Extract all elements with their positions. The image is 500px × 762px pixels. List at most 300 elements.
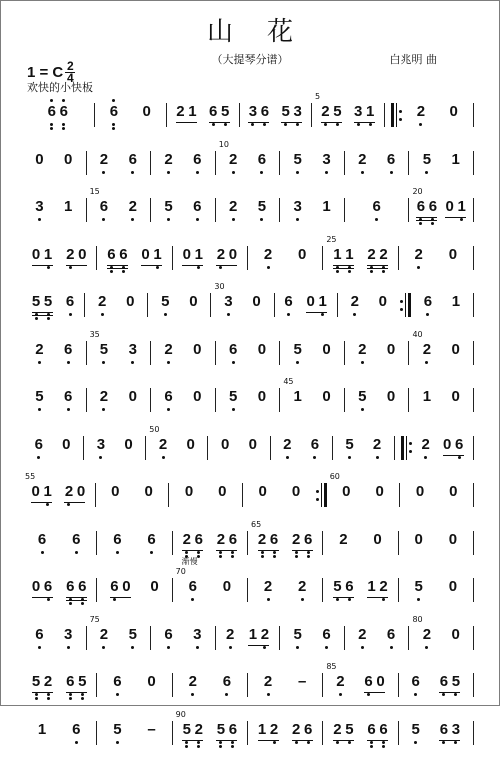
note: 6	[416, 198, 425, 216]
dot-below	[35, 313, 38, 316]
beamed-group	[182, 531, 203, 551]
measure	[176, 246, 244, 274]
measure	[88, 293, 144, 321]
measure	[25, 151, 83, 179]
note: 3	[354, 103, 363, 121]
measure	[90, 341, 148, 369]
note: 6	[147, 531, 156, 549]
note: 0	[378, 293, 387, 311]
note: 6	[411, 673, 420, 691]
note: 5	[182, 721, 191, 739]
note: 1	[457, 198, 466, 216]
barline	[215, 198, 216, 222]
barline	[150, 626, 151, 650]
note: 3	[35, 198, 44, 216]
barline	[96, 578, 97, 602]
note: 0	[186, 436, 195, 454]
dot-below	[150, 551, 153, 554]
note: 0	[147, 673, 156, 691]
dot-above	[112, 99, 115, 102]
dot-below	[131, 171, 134, 174]
dot-below	[102, 361, 105, 364]
dot-below	[419, 222, 422, 225]
dot-below	[47, 317, 50, 320]
measure-number: 45	[283, 377, 293, 386]
dot-below	[219, 745, 222, 748]
barline	[247, 531, 248, 555]
barline	[96, 673, 97, 697]
dot-below	[339, 693, 342, 696]
note: 2	[350, 293, 359, 311]
note: 0	[193, 341, 202, 359]
dot-below	[219, 551, 222, 554]
note: 0	[228, 246, 237, 264]
note: 2	[99, 388, 108, 406]
dot-below	[296, 171, 299, 174]
tempo-marking: 欢快的小快板	[27, 79, 93, 95]
dot-below	[263, 646, 266, 649]
dot-below	[35, 317, 38, 320]
dot-below	[167, 361, 170, 364]
note: 6	[257, 151, 266, 169]
dot-below	[336, 741, 339, 744]
dot-above	[62, 99, 65, 102]
note: 1	[188, 103, 197, 121]
note: 6	[193, 198, 202, 216]
note: 0	[258, 483, 267, 501]
measure	[348, 341, 406, 369]
measure	[405, 103, 471, 131]
note: 2	[421, 436, 430, 454]
barline	[344, 626, 345, 650]
note: 1	[333, 246, 342, 264]
note: 0	[193, 388, 202, 406]
note: 2	[264, 673, 273, 691]
dot-below	[113, 598, 116, 601]
note: 6	[428, 198, 437, 216]
dot-below	[382, 745, 385, 748]
dot-below	[336, 123, 339, 126]
measure	[99, 483, 166, 511]
note: 1	[248, 626, 257, 644]
measure	[348, 198, 406, 226]
barline	[473, 103, 474, 127]
barline	[215, 388, 216, 412]
dot-below	[81, 697, 84, 700]
measure	[348, 388, 406, 416]
dot-below	[295, 551, 298, 554]
barline	[96, 246, 97, 270]
dot-below	[296, 123, 299, 126]
measure	[100, 673, 168, 701]
barline	[95, 483, 96, 507]
beamed-group	[292, 721, 313, 741]
beamed-group	[258, 721, 279, 741]
note: 5	[44, 293, 53, 311]
note: 2	[260, 626, 269, 644]
note: 2	[44, 673, 53, 691]
note: 2	[321, 103, 330, 121]
note: 0	[35, 151, 44, 169]
note: 0	[448, 246, 457, 264]
measure	[326, 246, 394, 274]
note: 0	[64, 151, 73, 169]
note: 0	[449, 103, 458, 121]
note: 3	[96, 436, 105, 454]
note: 2	[182, 531, 191, 549]
note: 0	[32, 246, 41, 264]
dot-below	[313, 456, 316, 459]
beamed-group	[248, 626, 269, 646]
barline	[408, 151, 409, 175]
note: 6	[34, 436, 43, 454]
note: 0	[387, 388, 396, 406]
beamed-group	[216, 721, 237, 741]
dot-below	[102, 218, 105, 221]
measure-number: 15	[90, 187, 100, 196]
dot-below	[414, 693, 417, 696]
dot-below	[196, 171, 199, 174]
measure	[283, 198, 341, 226]
beamed-group	[333, 246, 354, 269]
note: 6	[78, 578, 87, 596]
note: 2	[229, 151, 238, 169]
dot-below	[442, 741, 445, 744]
note: 1	[422, 388, 431, 406]
dot-below	[426, 313, 429, 316]
barline	[86, 151, 87, 175]
note: 0	[257, 388, 266, 406]
measure-number: 10	[219, 140, 229, 149]
note: 1	[258, 721, 267, 739]
dot-below	[370, 745, 373, 748]
note: 6	[455, 436, 464, 454]
note: 6	[128, 151, 137, 169]
note: 1	[293, 388, 302, 406]
staff-row	[25, 145, 477, 193]
measure	[412, 626, 470, 654]
note: 5	[216, 721, 225, 739]
dot-below	[110, 270, 113, 273]
measure	[251, 578, 319, 606]
measure	[246, 483, 313, 511]
beamed-group	[248, 103, 269, 123]
barline	[247, 673, 248, 697]
dot-below	[35, 697, 38, 700]
dot-below	[38, 361, 41, 364]
measure	[176, 673, 244, 701]
dot-below	[219, 555, 222, 558]
measure	[25, 103, 91, 131]
measure	[219, 388, 277, 416]
barline	[398, 246, 399, 270]
note: 0	[451, 626, 460, 644]
barline	[86, 626, 87, 650]
dot-below	[273, 551, 276, 554]
dot-below	[232, 218, 235, 221]
dot-below	[414, 741, 417, 744]
barline	[172, 246, 173, 270]
barline	[473, 721, 474, 745]
dot-below	[390, 171, 393, 174]
measure	[98, 103, 164, 131]
dot-below	[375, 218, 378, 221]
dot-below	[287, 313, 290, 316]
barline	[166, 103, 167, 127]
note: 6	[64, 341, 73, 359]
beamed-group	[32, 246, 53, 266]
note: 6	[59, 103, 68, 121]
note: 2	[367, 246, 376, 264]
measure	[176, 578, 244, 606]
repeat-end-sign	[316, 483, 327, 507]
dot-below	[425, 646, 428, 649]
beamed-group	[209, 103, 230, 123]
barline	[473, 483, 474, 507]
measure	[283, 388, 341, 416]
dot-below	[417, 598, 420, 601]
measure	[176, 721, 244, 749]
measure	[25, 246, 93, 274]
beamed-group	[416, 198, 437, 221]
measure	[278, 293, 334, 321]
dot-below	[67, 361, 70, 364]
dot-below	[425, 171, 428, 174]
dot-below	[263, 123, 266, 126]
measure	[90, 388, 148, 416]
barline	[473, 388, 474, 412]
beamed-group	[109, 103, 118, 121]
dot-above	[50, 99, 53, 102]
barline	[239, 103, 240, 127]
note: 6	[109, 103, 118, 121]
staff-row	[25, 525, 477, 573]
dot-below	[35, 693, 38, 696]
measure	[87, 436, 142, 464]
measure-number: 65	[251, 520, 261, 529]
dot-below	[336, 266, 339, 269]
note: 2	[194, 721, 203, 739]
dot-below	[361, 408, 364, 411]
note: 2	[128, 198, 137, 216]
dot-below	[156, 266, 159, 269]
dot-below	[69, 693, 72, 696]
beamed-group	[354, 103, 375, 123]
measure	[412, 151, 470, 179]
measure-number: 85	[326, 662, 336, 671]
note: 5	[113, 721, 122, 739]
note: 5	[221, 103, 230, 121]
note: 1	[43, 483, 52, 501]
note: 2	[216, 531, 225, 549]
measure	[25, 198, 83, 226]
note: 5	[257, 198, 266, 216]
beamed-group	[32, 578, 53, 598]
barline	[408, 341, 409, 365]
note: 0	[451, 388, 460, 406]
note: 0	[126, 293, 135, 311]
dot-below	[231, 741, 234, 744]
note: 2	[35, 341, 44, 359]
barline	[473, 246, 474, 270]
note: 2	[379, 246, 388, 264]
note: 6	[345, 578, 354, 596]
measure-number: 30	[214, 282, 224, 291]
measure	[326, 673, 394, 701]
measure	[251, 246, 319, 274]
measure	[283, 626, 341, 654]
note: 0	[221, 436, 230, 454]
note: 2	[216, 246, 225, 264]
note: 6	[66, 578, 75, 596]
dot-below	[219, 741, 222, 744]
note: 0	[122, 578, 131, 596]
note: 2	[379, 578, 388, 596]
note: 2	[258, 531, 267, 549]
measure	[154, 626, 212, 654]
measure-number: 60	[330, 472, 340, 481]
measure-number: 80	[412, 615, 422, 624]
beamed-group	[176, 103, 197, 123]
beamed-group	[445, 198, 466, 218]
dot-below	[102, 646, 105, 649]
note: 6	[66, 673, 75, 691]
measure	[25, 673, 93, 701]
note: 5	[32, 293, 41, 311]
note: 5	[281, 103, 290, 121]
note: 0	[298, 246, 307, 264]
note: 6	[113, 673, 122, 691]
note: 5	[333, 103, 342, 121]
note: 5	[293, 341, 302, 359]
beamed-group	[281, 103, 302, 123]
dot-below	[47, 697, 50, 700]
barline	[247, 721, 248, 745]
measure-number: 35	[90, 330, 100, 339]
measure-number: 25	[326, 235, 336, 244]
note: 6	[72, 531, 81, 549]
dot-below	[348, 456, 351, 459]
dot-below	[361, 361, 364, 364]
barline	[473, 198, 474, 222]
dot-below	[321, 313, 324, 316]
tempo-annotation: 渐慢	[182, 556, 198, 567]
staff-row	[25, 477, 477, 525]
dot-below	[185, 551, 188, 554]
measure	[154, 341, 212, 369]
dot-below	[424, 456, 427, 459]
score-rows	[25, 97, 477, 762]
dot-below	[197, 555, 200, 558]
note: 2	[333, 721, 342, 739]
note: 6	[193, 151, 202, 169]
dot-below	[369, 123, 372, 126]
dot-below	[212, 123, 215, 126]
beamed-group	[333, 721, 354, 741]
note: 6	[188, 578, 197, 596]
note: 2	[229, 198, 238, 216]
dot-below	[307, 741, 310, 744]
note: 5	[128, 626, 137, 644]
measure	[330, 483, 397, 511]
barline	[279, 626, 280, 650]
measure	[100, 531, 168, 559]
note: 2	[164, 341, 173, 359]
measure	[326, 578, 394, 606]
note: 2	[176, 103, 185, 121]
measure	[211, 436, 266, 464]
barline	[270, 436, 271, 460]
barline	[150, 151, 151, 175]
measure	[170, 103, 236, 131]
note: 2	[188, 673, 197, 691]
barline	[147, 293, 148, 317]
dot-below	[110, 266, 113, 269]
note: 0	[150, 578, 159, 596]
dot-below	[324, 123, 327, 126]
note: 2	[358, 341, 367, 359]
dot-below	[361, 171, 364, 174]
note: 2	[264, 246, 273, 264]
dot-below	[296, 646, 299, 649]
barline	[473, 341, 474, 365]
barline	[322, 721, 323, 745]
beamed-group	[32, 293, 53, 316]
staff-row	[25, 430, 477, 478]
note: 6	[47, 103, 56, 121]
beamed-group	[47, 103, 68, 121]
note: 5	[99, 341, 108, 359]
beamed-group	[367, 721, 388, 741]
note: 0	[448, 531, 457, 549]
note: 5	[161, 293, 170, 311]
dot-below	[251, 123, 254, 126]
note: 0	[257, 341, 266, 359]
note: 0	[76, 483, 85, 501]
note: 0	[124, 436, 133, 454]
note: 3	[293, 198, 302, 216]
note: 6	[310, 436, 319, 454]
beamed-group	[182, 721, 203, 741]
note: 0	[449, 483, 458, 501]
note: 3	[293, 103, 302, 121]
time-numerator: 2	[67, 61, 74, 72]
dot-below	[286, 456, 289, 459]
dot-below	[296, 218, 299, 221]
barline	[247, 578, 248, 602]
note: 1	[38, 721, 47, 739]
barline	[168, 483, 169, 507]
measure	[219, 198, 277, 226]
note: 6	[38, 531, 47, 549]
barline	[215, 341, 216, 365]
note: 6	[222, 673, 231, 691]
dot-below	[191, 693, 194, 696]
note: 6	[228, 531, 237, 549]
measure	[412, 388, 470, 416]
dot-below	[112, 123, 115, 126]
note: 1	[451, 293, 460, 311]
dot-below	[69, 697, 72, 700]
note: 1	[322, 198, 331, 216]
dot-below	[273, 555, 276, 558]
dot-below	[325, 646, 328, 649]
measure	[402, 246, 470, 274]
measure	[274, 436, 329, 464]
note: 6	[270, 531, 279, 549]
dot-below	[162, 456, 165, 459]
measure	[402, 531, 470, 559]
